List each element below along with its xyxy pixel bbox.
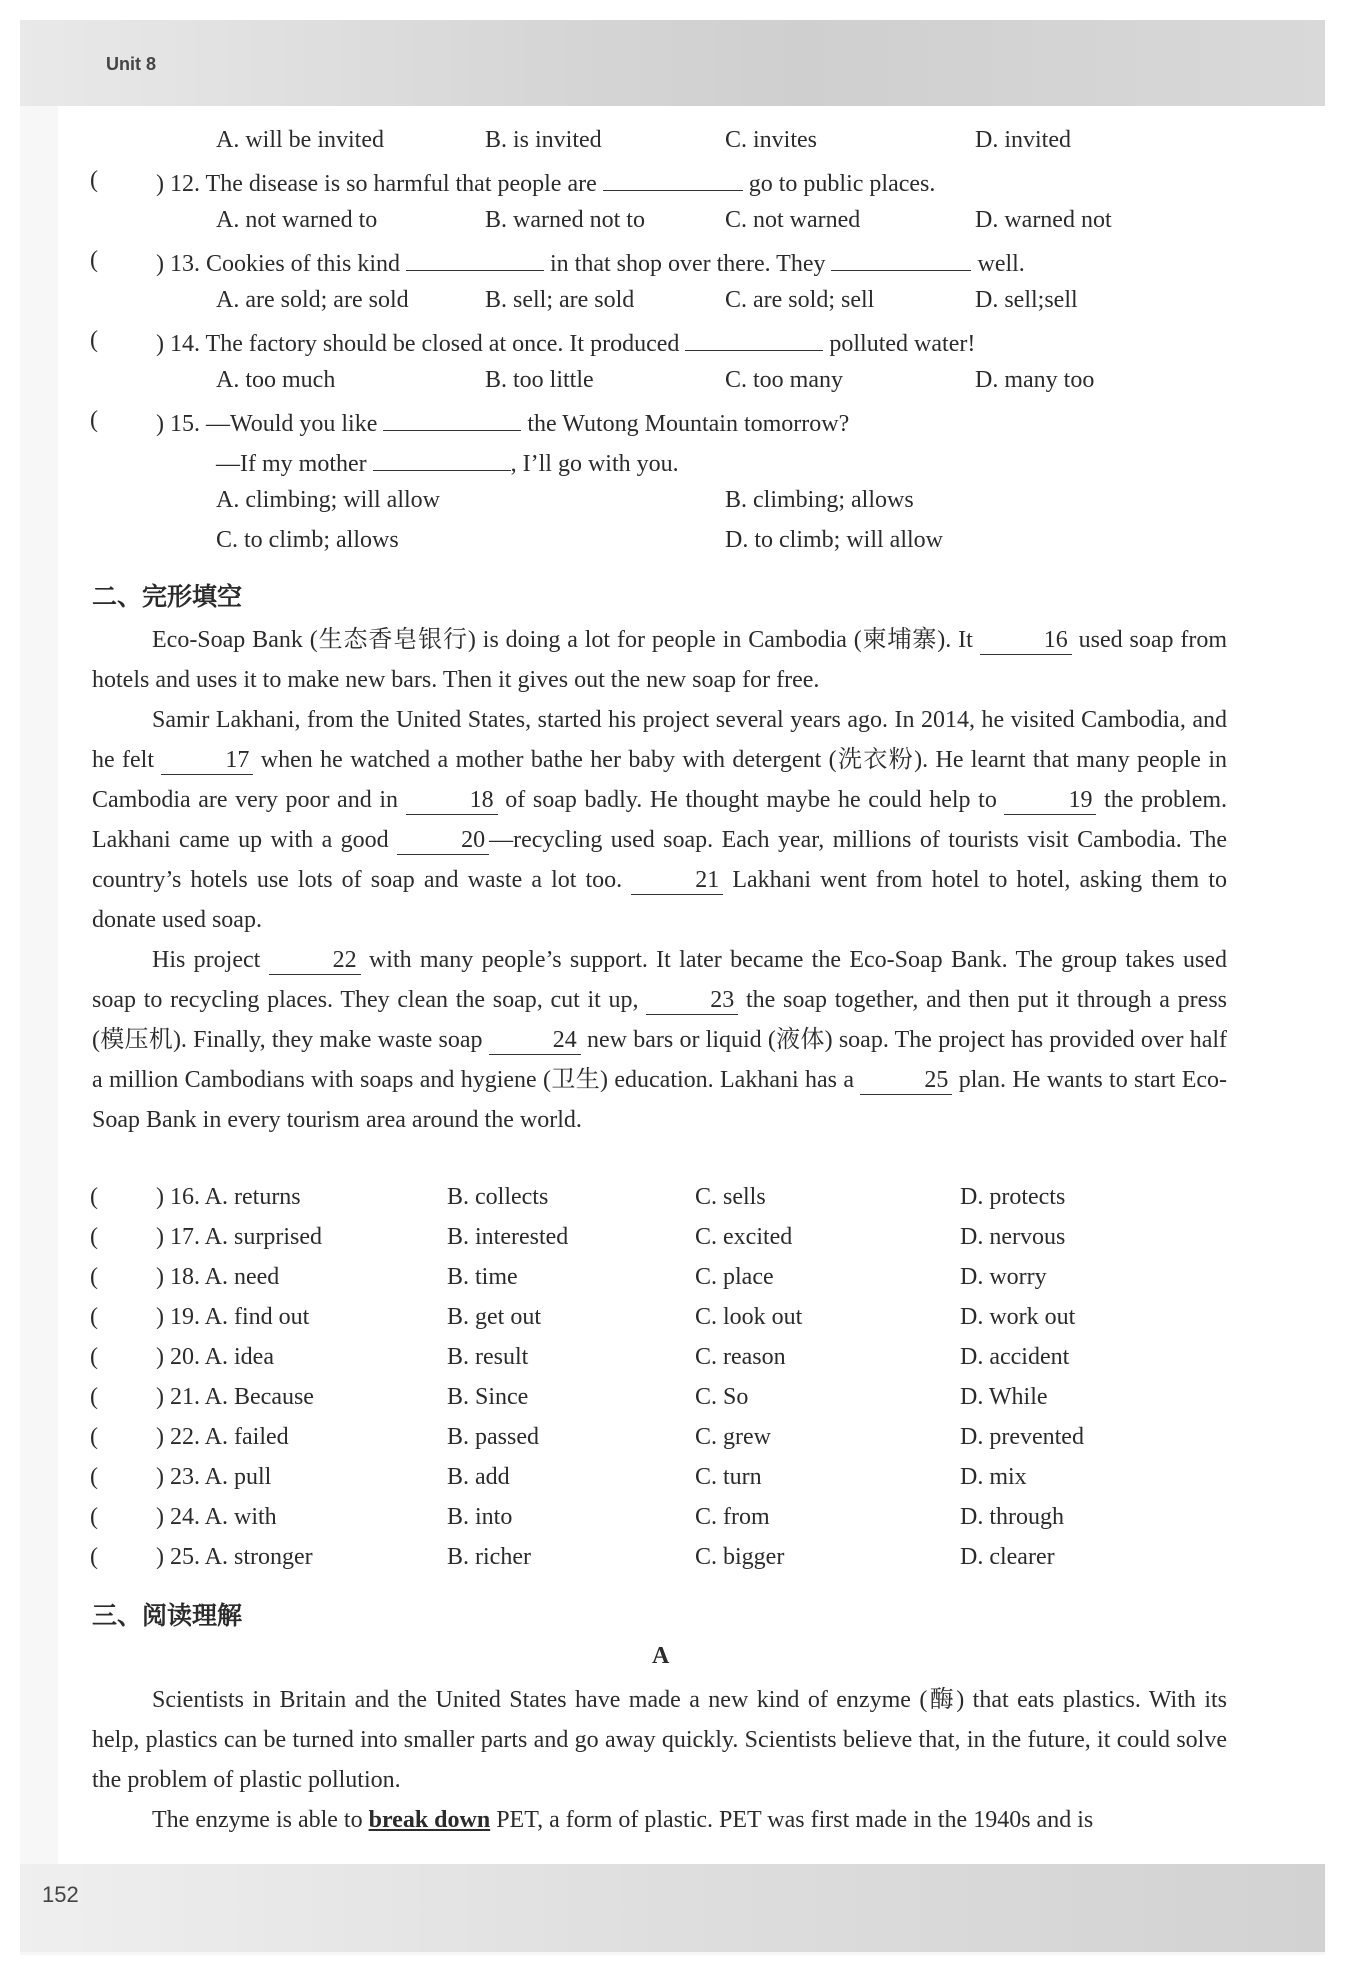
cloze-blank-25[interactable]: 25 — [860, 1066, 952, 1095]
q11-option-d: D. invited — [975, 127, 1071, 153]
cloze-q19-option-c: C. look out — [695, 1304, 803, 1330]
q14-option-d: D. many too — [975, 367, 1095, 393]
cloze-q18-option-c: C. place — [695, 1264, 774, 1290]
answer-blank[interactable] — [406, 244, 544, 271]
q15-option-a: A. climbing; will allow — [216, 487, 440, 513]
cloze-q16-option-d: D. protects — [960, 1184, 1066, 1210]
cloze-blank-21[interactable]: 21 — [631, 866, 723, 895]
section-2-title: 二、完形填空 — [92, 582, 243, 611]
q13-option-b: B. sell; are sold — [485, 287, 635, 313]
q11-option-b: B. is invited — [485, 127, 602, 153]
cloze-blank-18[interactable]: 18 — [406, 786, 498, 815]
cloze-text: new bars or liquid (液体) soap. The project has provided over half a million Cambodians with soaps and hygiene (卫生) education. Lakhani has a — [92, 1027, 1228, 1093]
q15-stem-b: the Wutong Mountain tomorrow? — [527, 411, 850, 437]
q13-option-a: A. are sold; are sold — [216, 287, 409, 313]
cloze-q22-option-c: C. grew — [695, 1424, 771, 1450]
answer-bracket: ( — [90, 1504, 98, 1530]
question-13 — [156, 244, 1025, 280]
header-band — [20, 20, 1325, 106]
cloze-q22-option-a: ) 22. A. failed — [156, 1424, 289, 1450]
cloze-q25-option-d: D. clearer — [960, 1544, 1055, 1570]
q11-option-c: C. invites — [725, 127, 818, 153]
q15-line2-a: —If my mother — [216, 451, 367, 477]
cloze-q19-option-d: D. work out — [960, 1304, 1076, 1330]
cloze-q17-option-a: ) 17. A. surprised — [156, 1224, 322, 1250]
q15-option-b: B. climbing; allows — [725, 487, 914, 513]
q12-option-d: D. warned not — [975, 207, 1112, 233]
q14-stem-a: ) 14. The factory should be closed at once. It produced — [156, 331, 680, 357]
answer-blank[interactable] — [603, 164, 743, 191]
unit-label: Unit 8 — [106, 54, 157, 74]
question-15-line2 — [216, 444, 679, 480]
cloze-q23-option-d: D. mix — [960, 1464, 1027, 1490]
cloze-blank-22[interactable]: 22 — [269, 946, 361, 975]
cloze-q21-option-a: ) 21. A. Because — [156, 1384, 314, 1410]
answer-bracket: ( — [90, 247, 98, 273]
cloze-q19-option-a: ) 19. A. find out — [156, 1304, 310, 1330]
cloze-text: His project — [152, 947, 261, 973]
cloze-q19-option-b: B. get out — [447, 1304, 541, 1330]
cloze-q23-option-b: B. add — [447, 1464, 510, 1490]
reading-paragraph-2 — [92, 1800, 1227, 1840]
cloze-q16-option-b: B. collects — [447, 1184, 549, 1210]
cloze-blank-19[interactable]: 19 — [1004, 786, 1096, 815]
cloze-q16-option-a: ) 16. A. returns — [156, 1184, 301, 1210]
answer-bracket: ( — [90, 1384, 98, 1410]
answer-bracket: ( — [90, 407, 98, 433]
question-12 — [156, 164, 935, 200]
cloze-text: —recycling used soap. Each year, millions of tourists visit Cambodia. The country’s hotels use lots of soap and waste a lot too. — [92, 827, 1228, 893]
cloze-q20-option-b: B. result — [447, 1344, 529, 1370]
question-15 — [156, 404, 849, 440]
q15-stem-a: ) 15. —Would you like — [156, 411, 378, 437]
answer-blank[interactable] — [383, 404, 521, 431]
cloze-q25-option-a: ) 25. A. stronger — [156, 1544, 313, 1570]
q13-stem-b: in that shop over there. They — [550, 251, 826, 277]
cloze-blank-16[interactable]: 16 — [980, 626, 1072, 655]
q15-option-d: D. to climb; will allow — [725, 527, 943, 553]
question-14 — [156, 324, 975, 360]
key-phrase: break down — [368, 1807, 491, 1833]
cloze-blank-24[interactable]: 24 — [489, 1026, 581, 1055]
cloze-q20-option-a: ) 20. A. idea — [156, 1344, 274, 1370]
footer-band — [20, 1864, 1325, 1952]
q14-option-b: B. too little — [485, 367, 594, 393]
q14-option-c: C. too many — [725, 367, 843, 393]
answer-bracket: ( — [90, 167, 98, 193]
cloze-q17-option-c: C. excited — [695, 1224, 793, 1250]
answer-bracket: ( — [90, 1264, 98, 1290]
q12-stem-a: ) 12. The disease is so harmful that people are — [156, 171, 597, 197]
cloze-text: Eco-Soap Bank (生态香皂银行) is doing a lot for people in Cambodia (柬埔寨). It — [152, 627, 973, 653]
q12-stem-b: go to public places. — [748, 171, 936, 197]
cloze-q24-option-d: D. through — [960, 1504, 1064, 1530]
q12-option-b: B. warned not to — [485, 207, 645, 233]
cloze-text: used soap from hotels and uses it to make new bars. Then it gives out the new soap for free. — [92, 627, 1228, 693]
answer-bracket: ( — [90, 1544, 98, 1570]
cloze-q23-option-a: ) 23. A. pull — [156, 1464, 272, 1490]
q13-stem-c: well. — [977, 251, 1025, 277]
cloze-q22-option-b: B. passed — [447, 1424, 539, 1450]
cloze-q24-option-b: B. into — [447, 1504, 513, 1530]
cloze-q17-option-b: B. interested — [447, 1224, 569, 1250]
cloze-q21-option-c: C. So — [695, 1384, 749, 1410]
cloze-text: of soap badly. He thought maybe he could help to — [505, 787, 997, 813]
q11-option-a: A. will be invited — [216, 127, 384, 153]
cloze-q22-option-d: D. prevented — [960, 1424, 1084, 1450]
cloze-paragraph-2 — [92, 700, 1227, 940]
cloze-q18-option-b: B. time — [447, 1264, 518, 1290]
cloze-blank-20[interactable]: 20 — [397, 826, 489, 855]
cloze-text: Lakhani went from hotel to hotel, asking them to donate used soap. — [92, 867, 1227, 933]
cloze-q20-option-c: C. reason — [695, 1344, 786, 1370]
q15-line2-b: , I’ll go with you. — [510, 451, 679, 477]
q13-option-c: C. are sold; sell — [725, 287, 875, 313]
q12-option-c: C. not warned — [725, 207, 861, 233]
cloze-text: with many people’s support. It later became the Eco-Soap Bank. The group takes used soap to recycling places. They clean the soap, cut it up, — [92, 947, 1228, 1013]
passage-label: A — [652, 1643, 670, 1669]
cloze-q16-option-c: C. sells — [695, 1184, 766, 1210]
cloze-q21-option-b: B. Since — [447, 1384, 529, 1410]
answer-bracket: ( — [90, 1184, 98, 1210]
answer-bracket: ( — [90, 327, 98, 353]
cloze-text: the soap together, and then put it through a press (模压机). Finally, they make waste soap — [92, 987, 1227, 1053]
page-number: 152 — [42, 1882, 79, 1907]
cloze-text: Samir Lakhani, from the United States, started his project several years ago. In 2014, he visited Cambodia, and he felt — [92, 707, 1227, 773]
cloze-q18-option-a: ) 18. A. need — [156, 1264, 280, 1290]
answer-blank[interactable] — [831, 244, 971, 271]
cloze-q25-option-c: C. bigger — [695, 1544, 785, 1570]
cloze-q25-option-b: B. richer — [447, 1544, 531, 1570]
cloze-q18-option-d: D. worry — [960, 1264, 1047, 1290]
q15-option-c: C. to climb; allows — [216, 527, 399, 553]
answer-bracket: ( — [90, 1344, 98, 1370]
q13-option-d: D. sell;sell — [975, 287, 1078, 313]
cloze-text: the problem. Lakhani came up with a good — [92, 787, 1228, 853]
answer-bracket: ( — [90, 1424, 98, 1450]
q14-stem-b: polluted water! — [829, 331, 976, 357]
q13-stem-a: ) 13. Cookies of this kind — [156, 251, 400, 277]
cloze-q23-option-c: C. turn — [695, 1464, 762, 1490]
cloze-q24-option-c: C. from — [695, 1504, 770, 1530]
cloze-q21-option-d: D. While — [960, 1384, 1048, 1410]
reading-text: PET, a form of plastic. PET was first made in the 1940s and is — [496, 1807, 1094, 1833]
cloze-paragraph-1 — [92, 620, 1227, 700]
cloze-q20-option-d: D. accident — [960, 1344, 1070, 1370]
reading-text: The enzyme is able to — [152, 1807, 363, 1833]
q14-option-a: A. too much — [216, 367, 336, 393]
answer-blank[interactable] — [685, 324, 823, 351]
cloze-blank-17[interactable]: 17 — [161, 746, 253, 775]
cloze-text: plan. He wants to start Eco-Soap Bank in every tourism area around the world. — [92, 1067, 1228, 1133]
reading-paragraph-1: Scientists in Britain and the United States have made a new kind of enzyme (酶) that eats plastics. With its help, plastics can be turned into smaller parts and go away quickly. Scientists believe that, in the future, it could solve the problem of plastic pollution. — [92, 1687, 1227, 1793]
cloze-q24-option-a: ) 24. A. with — [156, 1504, 277, 1530]
answer-bracket: ( — [90, 1304, 98, 1330]
cloze-blank-23[interactable]: 23 — [646, 986, 738, 1015]
answer-blank[interactable] — [373, 444, 511, 471]
answer-bracket: ( — [90, 1224, 98, 1250]
section-3-title: 三、阅读理解 — [92, 1601, 243, 1630]
cloze-q17-option-d: D. nervous — [960, 1224, 1066, 1250]
q12-option-a: A. not warned to — [216, 207, 378, 233]
answer-bracket: ( — [90, 1464, 98, 1490]
cloze-paragraph-3 — [92, 940, 1227, 1140]
cloze-text: when he watched a mother bathe her baby with detergent (洗衣粉). He learnt that many people in Cambodia are very poor and in — [92, 747, 1227, 813]
